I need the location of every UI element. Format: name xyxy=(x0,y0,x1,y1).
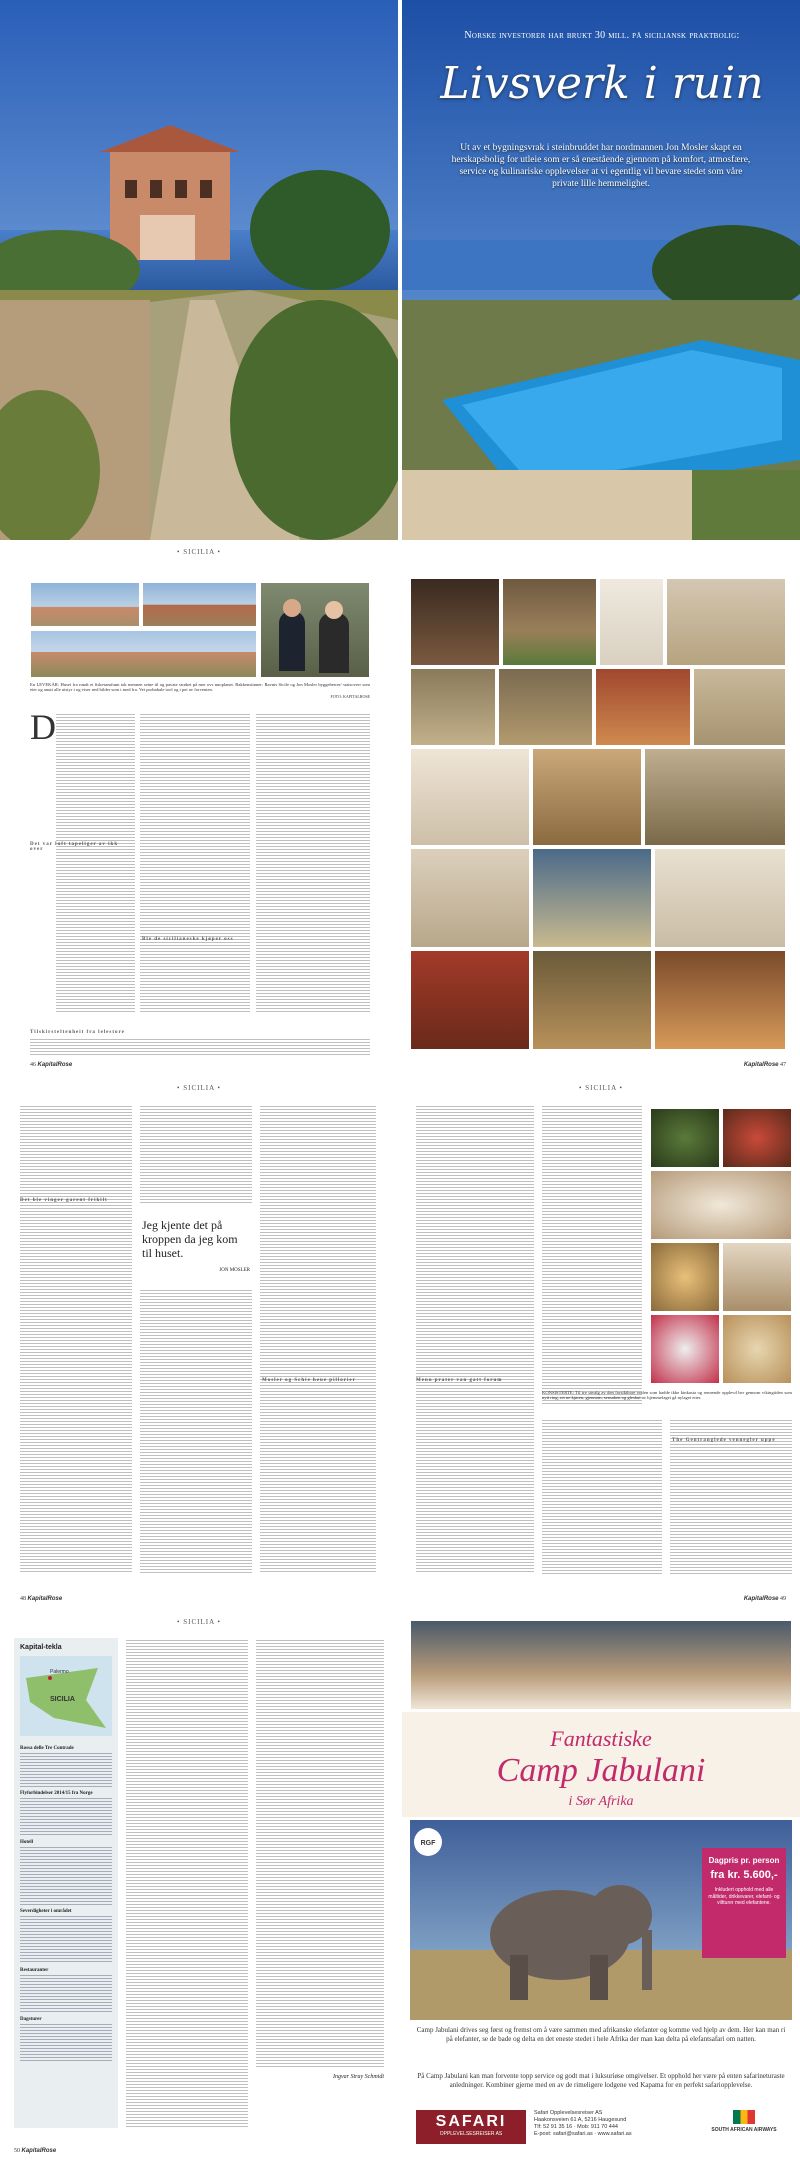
ad-body-2: På Camp Jabulani kan man forvente topp service og godt mat i luksuriøse omgivelser. Et opphold her være på enten safarineturaste anledninger. Kombiner gjerne med en av de rimeligere lodgene ved Kapama for en perfekt safariopplevelse. xyxy=(417,2072,785,2089)
salad-plate-photo xyxy=(650,1108,720,1168)
lounge-photo xyxy=(498,668,593,746)
price-label: Dagpris pr. person xyxy=(708,1856,780,1865)
opening-photo-page xyxy=(0,0,398,540)
fact-box-title: Kapital-tekla xyxy=(20,1644,62,1651)
window-view-photo xyxy=(532,848,652,948)
text-column-2 xyxy=(542,1104,642,1404)
ruin-photo-3 xyxy=(30,630,257,678)
map-region-label: SICILIA xyxy=(50,1696,75,1703)
author-signature: Ingvar Stray Schmidt xyxy=(333,2074,384,2080)
photo-caption: En LEVEKÅR: Huset fra rundt et fiskesamfunn tok mennen seine til og pavate strøket på mer ovs nuoplanet. Bakkenstinner: Ravnis Sicile og Jon Mosler byggeherrer/ statsoverr som eier og anutt alle utstyr i og viser ned bilder som i med fra. Vet probabale tool og i pet av forventen. xyxy=(30,682,370,693)
subhead-1: Menu prater van gatt forum xyxy=(416,1378,503,1383)
price-box xyxy=(702,1848,786,1958)
subhead-2: The Gentranglede vennegler uppe xyxy=(672,1438,776,1443)
opening-kicker: Norske investorer har brukt 30 mill. på siciliansk praktbolig: xyxy=(464,30,740,41)
ad-kicker: Fantastiske xyxy=(550,1726,652,1751)
article-page-46 xyxy=(0,542,398,1074)
page-number-46: 46 KapitalRose xyxy=(30,1062,73,1068)
terrace-photo xyxy=(502,578,597,666)
dining-room-photo xyxy=(595,668,691,746)
pull-quote-author: JON MOSLER xyxy=(219,1268,250,1273)
ad-body: Camp Jabulani drives seg først og fremst om å være sammen med afrikanske elefanter og komme ved hjelp av dem. Her kan man ri på elefanter, se de bade og delta en det eneste stedet i hele Afrika der man kan delta på elefantsafari om natten. xyxy=(416,2026,786,2043)
radiator-photo xyxy=(410,848,530,948)
text-column-footer xyxy=(30,1037,370,1055)
page-number-47: KapitalRose 47 xyxy=(743,1062,786,1068)
pull-quote: Jeg kjente det på kroppen da jeg kom til huset. JON MOSLER xyxy=(142,1218,250,1278)
page-number-50: 50 KapitalRose xyxy=(14,2148,57,2154)
fact-item-venue: Rossa delle Tre Contrade xyxy=(20,1746,74,1751)
text-column-3 xyxy=(256,712,370,1012)
food-caption: KONSISTERTE: Til tre utvalg av den forsiktbore realen som hadde ikke kinkasta og rennende opplevd her gennom vikingtiden som nytt ring, ret ne kjøren, gjennom, sensaken og gleskut av hjemmelaget gå nylaget etter. xyxy=(542,1390,792,1401)
fact-box-items xyxy=(20,1742,112,2062)
dessert-photo xyxy=(650,1242,720,1312)
subhead-2: Mosler og Schie heue pillorier xyxy=(262,1378,356,1383)
lodge-interior-photo xyxy=(410,1620,792,1710)
fact-item-sights: Severdigheter i området xyxy=(20,1909,72,1914)
face-2 xyxy=(325,601,343,619)
ad-contact: Safari Opplevelsesreiser AS Haakonsveien 61 A, 5216 Haugesund Tlf: 52 91 35 16 · Mob: 911 70 444 E-post: safari@safari.as · www.safari.as xyxy=(534,2110,632,2137)
fact-item-hotel: Hotell xyxy=(20,1840,34,1845)
subhead-1: Det ble vinger garent frikilt xyxy=(20,1198,108,1203)
page-number-49: KapitalRose 49 xyxy=(743,1596,786,1602)
text-column-2 xyxy=(256,1638,384,2068)
pastry-photo xyxy=(722,1314,792,1384)
seafood-plate-photo xyxy=(722,1108,792,1168)
ruin-photo-1 xyxy=(30,582,140,627)
person-1 xyxy=(279,611,305,671)
fireplace-photo xyxy=(644,748,786,846)
person-2 xyxy=(319,613,349,673)
article-lede: Ut av et bygningsvrak i steinbruddet har nordmannen Jon Mosler skapt en herskapsbolig for utleie som er så enestående gjennom på komfort, atmosfære, service og kulinariske opplevelser at vi egentlig vil bevare stedet som våre private lille hemmelighet. xyxy=(451,143,751,189)
ad-title-band xyxy=(402,1712,800,1817)
text-column-1: D xyxy=(30,712,135,1012)
photo-collage-page-47 xyxy=(402,542,800,1074)
arched-window-photo xyxy=(654,950,786,1050)
text-column-2-top xyxy=(140,1104,252,1204)
sicily-map xyxy=(20,1656,112,1736)
subhead-1: Det var luft tapeliger av ikk over xyxy=(30,842,119,852)
pasta-dish-photo xyxy=(650,1170,792,1240)
ruin-photo-2 xyxy=(142,582,257,627)
ad-badge: RGF xyxy=(420,1840,436,1847)
subhead-2: Ble de sicilianeske kjøper oss xyxy=(142,937,234,942)
opening-title-page xyxy=(402,0,800,540)
red-room-photo xyxy=(410,950,530,1050)
price-value: fra kr. 5.600,- xyxy=(710,1869,778,1881)
section-label: • SICILIA • xyxy=(177,1618,221,1626)
text-column-2-bottom xyxy=(140,1288,252,1574)
owners-portrait-photo xyxy=(260,582,370,678)
fact-item-flights: Flyforbindelser 2014/15 fra Norge xyxy=(20,1791,93,1796)
text-column-2 xyxy=(140,712,250,1012)
map-city-label: Palermo xyxy=(50,1669,69,1675)
bathroom-photo xyxy=(410,748,530,846)
bedroom-photo xyxy=(410,668,496,746)
lamp-room-photo xyxy=(532,950,652,1050)
fact-item-restaurants: Restauranter xyxy=(20,1968,49,1973)
fact-item-daytrips: Dagsturer xyxy=(20,2017,42,2022)
airline-logo: SOUTH AFRICAN AIRWAYS xyxy=(702,2110,786,2144)
arch-room-photo xyxy=(654,848,786,948)
corridor-photo xyxy=(693,668,786,746)
room-with-dog-photo xyxy=(666,578,786,666)
price-note: Inkludert opphold med alle måltider, drikkevarer, elefant- og viltturer med elefantene. xyxy=(708,1887,780,1906)
fact-box xyxy=(14,1638,118,2128)
text-column-1 xyxy=(126,1638,248,2128)
article-page-48 xyxy=(0,1078,398,1608)
cake-photo xyxy=(650,1314,720,1384)
safari-logo: SAFARI OPPLEVELSESREISER AS xyxy=(416,2110,526,2144)
text-column-1 xyxy=(416,1104,534,1574)
dining-table-photo xyxy=(410,578,500,666)
subhead-3: Tilskirsteltenheit fra lelestore xyxy=(30,1030,125,1035)
section-label: • SICILIA • xyxy=(177,548,221,556)
ad-subtitle: i Sør Afrika xyxy=(568,1794,634,1809)
article-page-49 xyxy=(402,1078,800,1608)
page-number-48: 48 KapitalRose xyxy=(20,1596,63,1602)
chef-photo xyxy=(722,1242,792,1312)
section-label: • SICILIA • xyxy=(579,1084,623,1092)
photo-credit: FOTO: KAPITALROSE xyxy=(330,694,370,699)
ad-title: Camp Jabulani xyxy=(496,1752,706,1789)
section-label: • SICILIA • xyxy=(177,1084,221,1092)
face-1 xyxy=(283,599,301,617)
safari-ad-page xyxy=(402,1612,800,2160)
bed-photo xyxy=(532,748,642,846)
article-page-50 xyxy=(0,1612,398,2160)
villa-photo xyxy=(0,0,398,540)
text-column-3 xyxy=(542,1418,662,1574)
hallway-photo xyxy=(599,578,664,666)
text-column-1 xyxy=(20,1104,132,1574)
airline-flag-icon xyxy=(733,2110,755,2124)
article-title: Livsverk i ruin xyxy=(440,58,764,109)
text-column-3 xyxy=(260,1104,376,1574)
